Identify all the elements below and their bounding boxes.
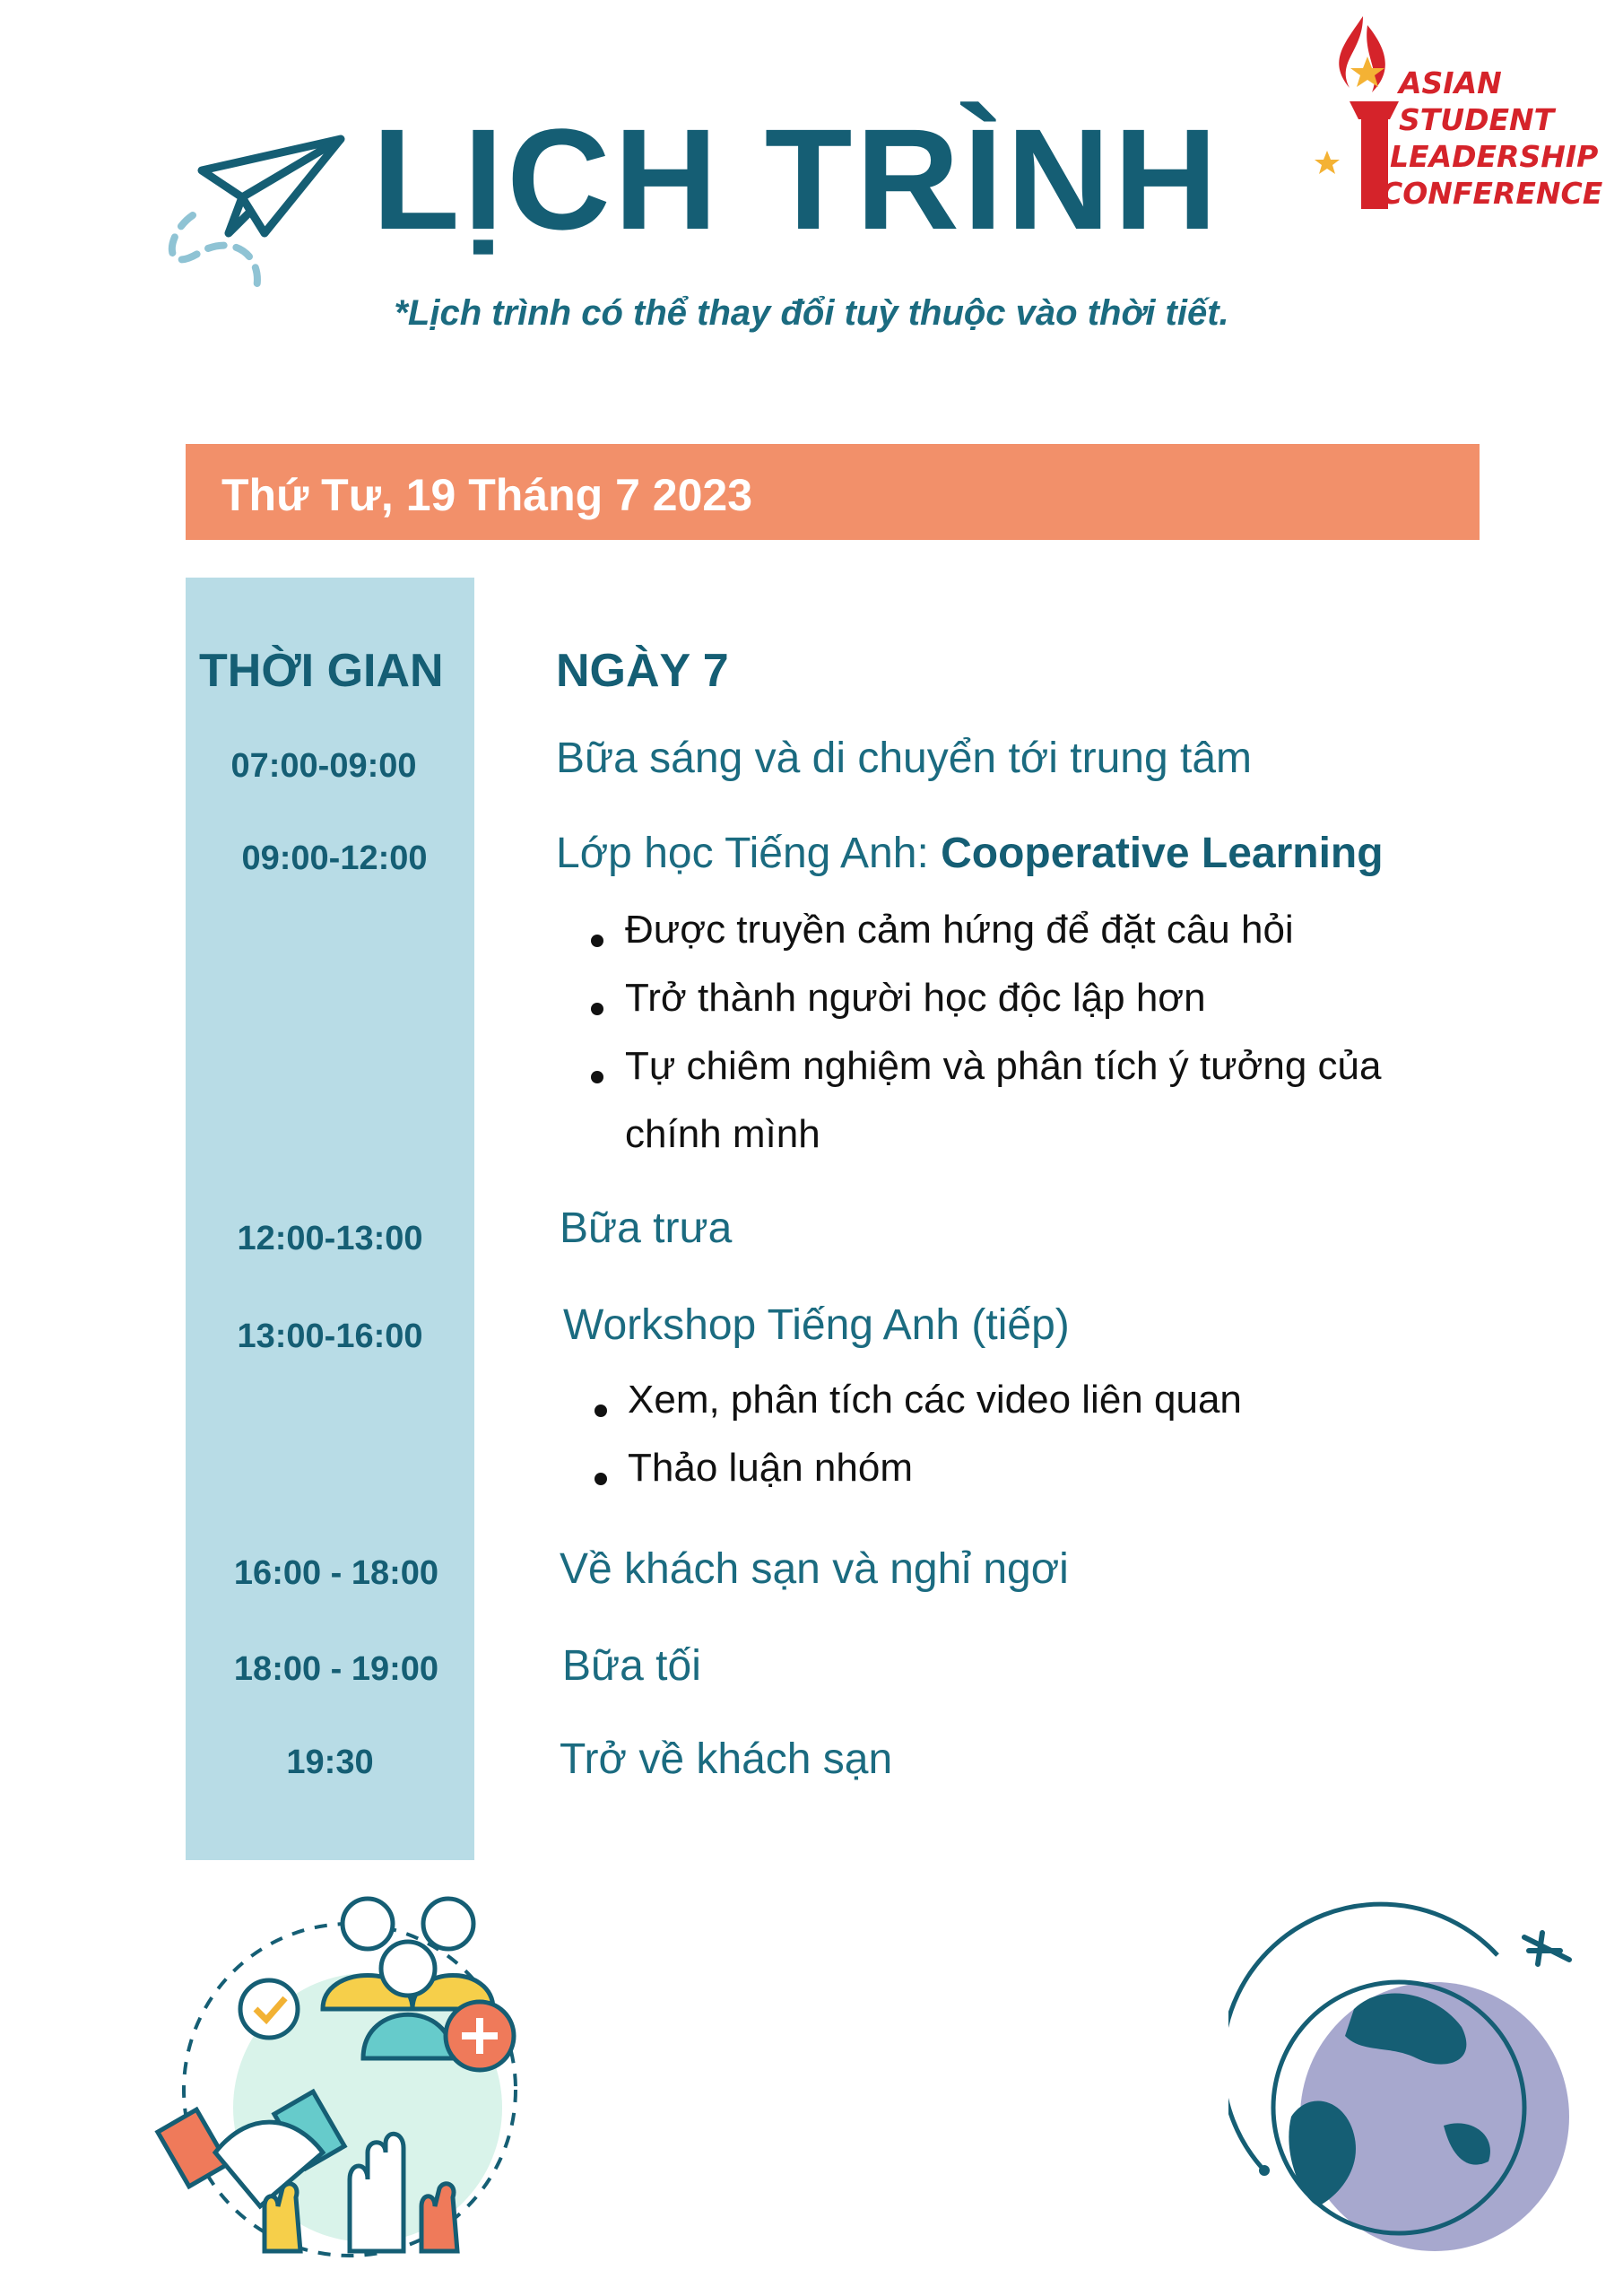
bullet-item-continuation: chính mình: [625, 1112, 820, 1156]
time-header: THỜI GIAN: [199, 645, 444, 697]
day-header: NGÀY 7: [556, 645, 729, 697]
globe-icon: [1228, 1901, 1587, 2260]
bullet-item: Thảo luận nhóm: [628, 1446, 913, 1490]
row-activity: Bữa sáng và di chuyển tới trung tâm: [556, 735, 1253, 782]
weather-note: *Lịch trình có thể thay đổi tuỳ thuộc vào thời tiết.: [394, 293, 1229, 333]
row-activity: Workshop Tiếng Anh (tiếp): [563, 1301, 1070, 1349]
bullet-item: Xem, phân tích các video liên quan: [628, 1378, 1242, 1422]
row-time: 13:00-16:00: [237, 1318, 423, 1355]
row-activity-bold: Cooperative Learning: [941, 830, 1384, 877]
bullet-item: Tự chiêm nghiệm và phân tích ý tưởng của: [625, 1044, 1382, 1088]
bullet-dot: [591, 1003, 603, 1015]
bullet-item: Trở thành người học độc lập hơn: [625, 976, 1206, 1020]
logo-line: STUDENT: [1399, 102, 1555, 137]
row-time: 16:00 - 18:00: [233, 1554, 439, 1592]
paper-plane-icon: [166, 135, 345, 296]
logo-line: LEADERSHIP: [1390, 139, 1599, 174]
logo-line: CONFERENCE: [1381, 176, 1603, 211]
row-activity: [556, 829, 1384, 878]
row-activity: Về khách sạn và nghỉ ngơi: [560, 1545, 1069, 1593]
date-label: Thứ Tư, 19 Tháng 7 2023: [221, 470, 753, 520]
logo-line: ASIAN: [1399, 65, 1502, 100]
row-activity: Bữa trưa: [560, 1205, 733, 1252]
row-activity-text: Lớp học Tiếng Anh:: [556, 830, 942, 877]
row-time: 07:00-09:00: [230, 747, 417, 785]
teamwork-icon: [152, 1883, 547, 2260]
bullet-dot: [595, 1405, 607, 1417]
row-time: 19:30: [286, 1744, 374, 1781]
bullet-dot: [595, 1473, 607, 1485]
bullet-dot: [591, 935, 603, 947]
bullet-dot: [591, 1071, 603, 1083]
row-time: 09:00-12:00: [241, 839, 428, 877]
bullet-item: Được truyền cảm hứng để đặt câu hỏi: [625, 908, 1294, 952]
row-activity: Bữa tối: [562, 1642, 701, 1690]
row-time: 18:00 - 19:00: [233, 1650, 439, 1688]
page-title: LỊCH TRÌNH: [372, 99, 1221, 259]
row-activity: Trở về khách sạn: [560, 1735, 893, 1783]
date-banner: [186, 444, 1480, 540]
logo-text: [1381, 65, 1602, 212]
row-time: 12:00-13:00: [237, 1220, 423, 1257]
